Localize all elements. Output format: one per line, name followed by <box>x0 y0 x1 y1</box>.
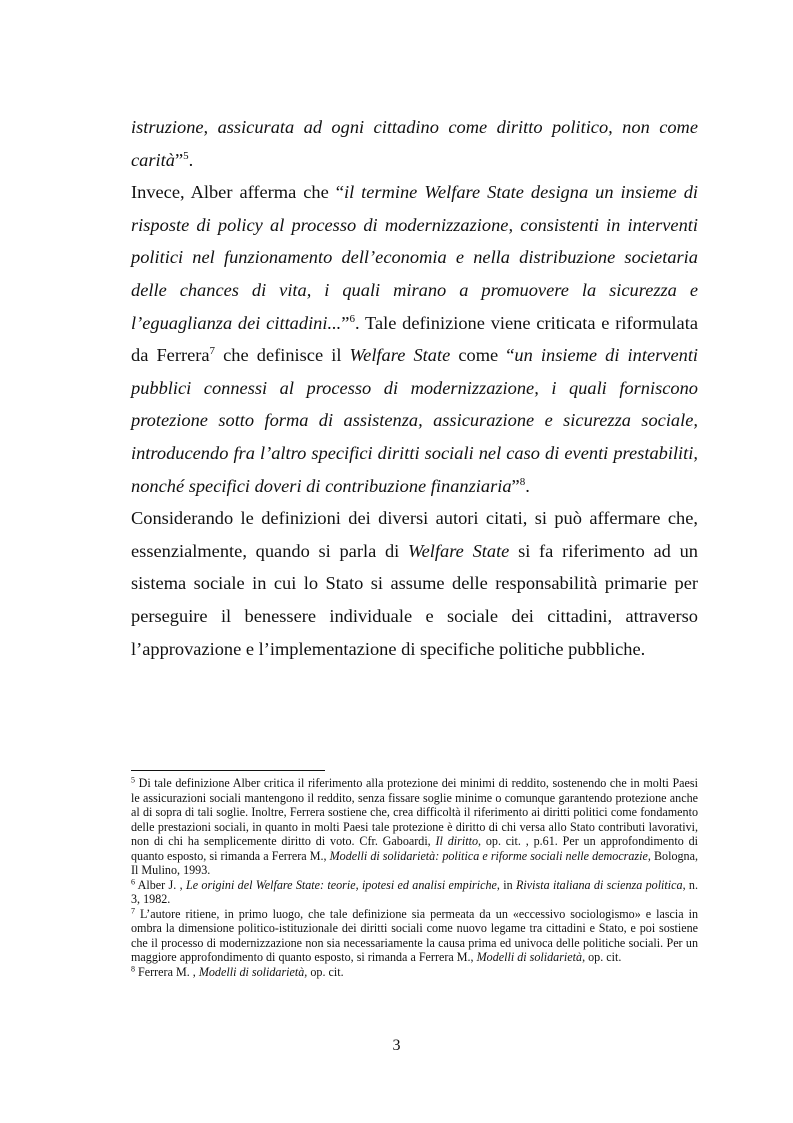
paragraph-3 <box>131 502 698 665</box>
footnote-text: , n. 3, 1982. <box>131 877 698 906</box>
footnote-ref-6: 6 <box>349 312 355 325</box>
term-text: Welfare State <box>349 345 451 366</box>
quote-text: istruzione, assicurata ad ogni cittadino come diritto politico, non come carità <box>131 117 698 170</box>
footnote-8 <box>131 965 698 980</box>
footnote-text: , Bologna, Il Mulino, 1993. <box>131 848 698 877</box>
paragraph-2 <box>131 176 698 502</box>
punctuation: . <box>188 149 194 170</box>
body-text <box>131 111 698 665</box>
footnote-title: Modelli di solidarietà: politica e riforme sociali nelle democrazie <box>329 848 648 863</box>
footnote-text: Di tale definizione Alber critica il riferimento alla protezione dei minimi di reddito, sostenendo che in molti Paesi le assicurazioni sociali mantengono il reddito, senza fissare soglie minime o comunque garantendo protezione anche al di sopra di tali soglie. Inoltre, Ferrera sostiene che, crea difficoltà il riferimento ai diritti politici come fondamento delle prestazioni sociali, in quanto in molti Paesi tale protezione è diritto di chi versa allo Stato contributi lavorativi, non di chi ha semplicemente diritto di voto. Cfr. Gaboardi, <box>131 776 698 848</box>
footnote-ref-5: 5 <box>183 149 189 162</box>
footnote-title: Rivista italiana di scienza politica <box>516 877 683 892</box>
paragraph-text: . Tale definizione viene criticata e riformulata da Ferrera <box>131 312 698 366</box>
quote-mark: ” <box>174 149 184 170</box>
paragraph-text: Considerando le definizioni dei diversi autori citati, si può affermare che, essenzialmente, quando si parla di <box>131 508 698 561</box>
footnote-title: Modelli di solidarietà, <box>198 964 308 979</box>
punctuation: . <box>525 475 530 496</box>
footnote-ref-8: 8 <box>519 475 526 488</box>
quote-mark: ” <box>511 475 520 496</box>
footnote-title: Il diritto <box>435 834 478 848</box>
footnote-title: Le origini del Welfare State: teorie, ipotesi ed analisi empiriche <box>185 877 497 892</box>
footnote-5 <box>131 776 698 878</box>
footnote-number: 8 <box>131 964 135 974</box>
footnotes <box>131 776 698 979</box>
footnote-text: Ferrera M. , <box>135 964 199 979</box>
footnote-text: op. cit. <box>307 964 344 979</box>
footnote-text: Alber J. , <box>135 877 186 892</box>
footnote-text: , op. cit. , p.61. Per un approfondimento di quanto esposto, si rimanda a Ferrera M., <box>131 834 698 863</box>
paragraph-text: si fa riferimento ad un sistema sociale in cui lo Stato si assume delle responsabilità primarie per perseguire il benessere individuale e sociale dei cittadini, attraverso l’approvazione e l’implementazione di specifiche politiche pubbliche. <box>131 540 698 659</box>
page-number: 3 <box>392 1037 401 1054</box>
paragraph-text: Invece, Alber afferma che “ <box>131 182 344 203</box>
footnote-text: , in <box>496 877 517 892</box>
quote-mark: ” <box>341 312 350 333</box>
footnote-separator <box>131 770 325 771</box>
paragraph-text: che definisce il <box>215 345 350 366</box>
quote-text: il termine Welfare State designa un insieme di risposte di policy al processo di modernizzazione, consistenti in interventi politici nel funzionamento dell’economia e nella distribuzione societaria delle chances di vita, i quali mirano a promuovere la sicurezza e l’eguaglianza dei cittadini... <box>131 182 698 333</box>
footnote-text: , op. cit. <box>582 950 622 964</box>
footnote-7 <box>131 907 698 965</box>
footnote-title: Modelli di solidarietà <box>476 950 583 964</box>
term-text: Welfare State <box>408 540 510 561</box>
footnote-number: 6 <box>131 877 135 887</box>
quote-text: un insieme di interventi pubblici connessi al processo di modernizzazione, i quali forniscono protezione sotto forma di assistenza, assicurazione e sicurezza sociale, introducendo fra l’altro specifici diritti sociali nel caso di eventi prestabiliti, nonché specifici doveri di contribuzione finanziaria <box>131 345 699 496</box>
footnote-number: 7 <box>131 906 135 916</box>
footnote-text: L’autore ritiene, in primo luogo, che tale definizione sia permeata da un «eccessivo sociologismo» e lascia in ombra la dimensione politico-istituzionale dei diritti sociali come nuovo legame tra cittadini e Stato, e poi sostiene che il processo di modernizzazione non sia necessariamente la causa prima ed univoca delle politiche sociali. Per un maggiore approfondimento di quanto esposto, si rimanda a Ferrera M., <box>131 906 698 964</box>
paragraph-1 <box>131 111 698 176</box>
footnote-6 <box>131 878 698 907</box>
footnote-number: 5 <box>131 775 135 785</box>
footnote-ref-7: 7 <box>209 345 216 358</box>
paragraph-text: come “ <box>450 345 515 366</box>
